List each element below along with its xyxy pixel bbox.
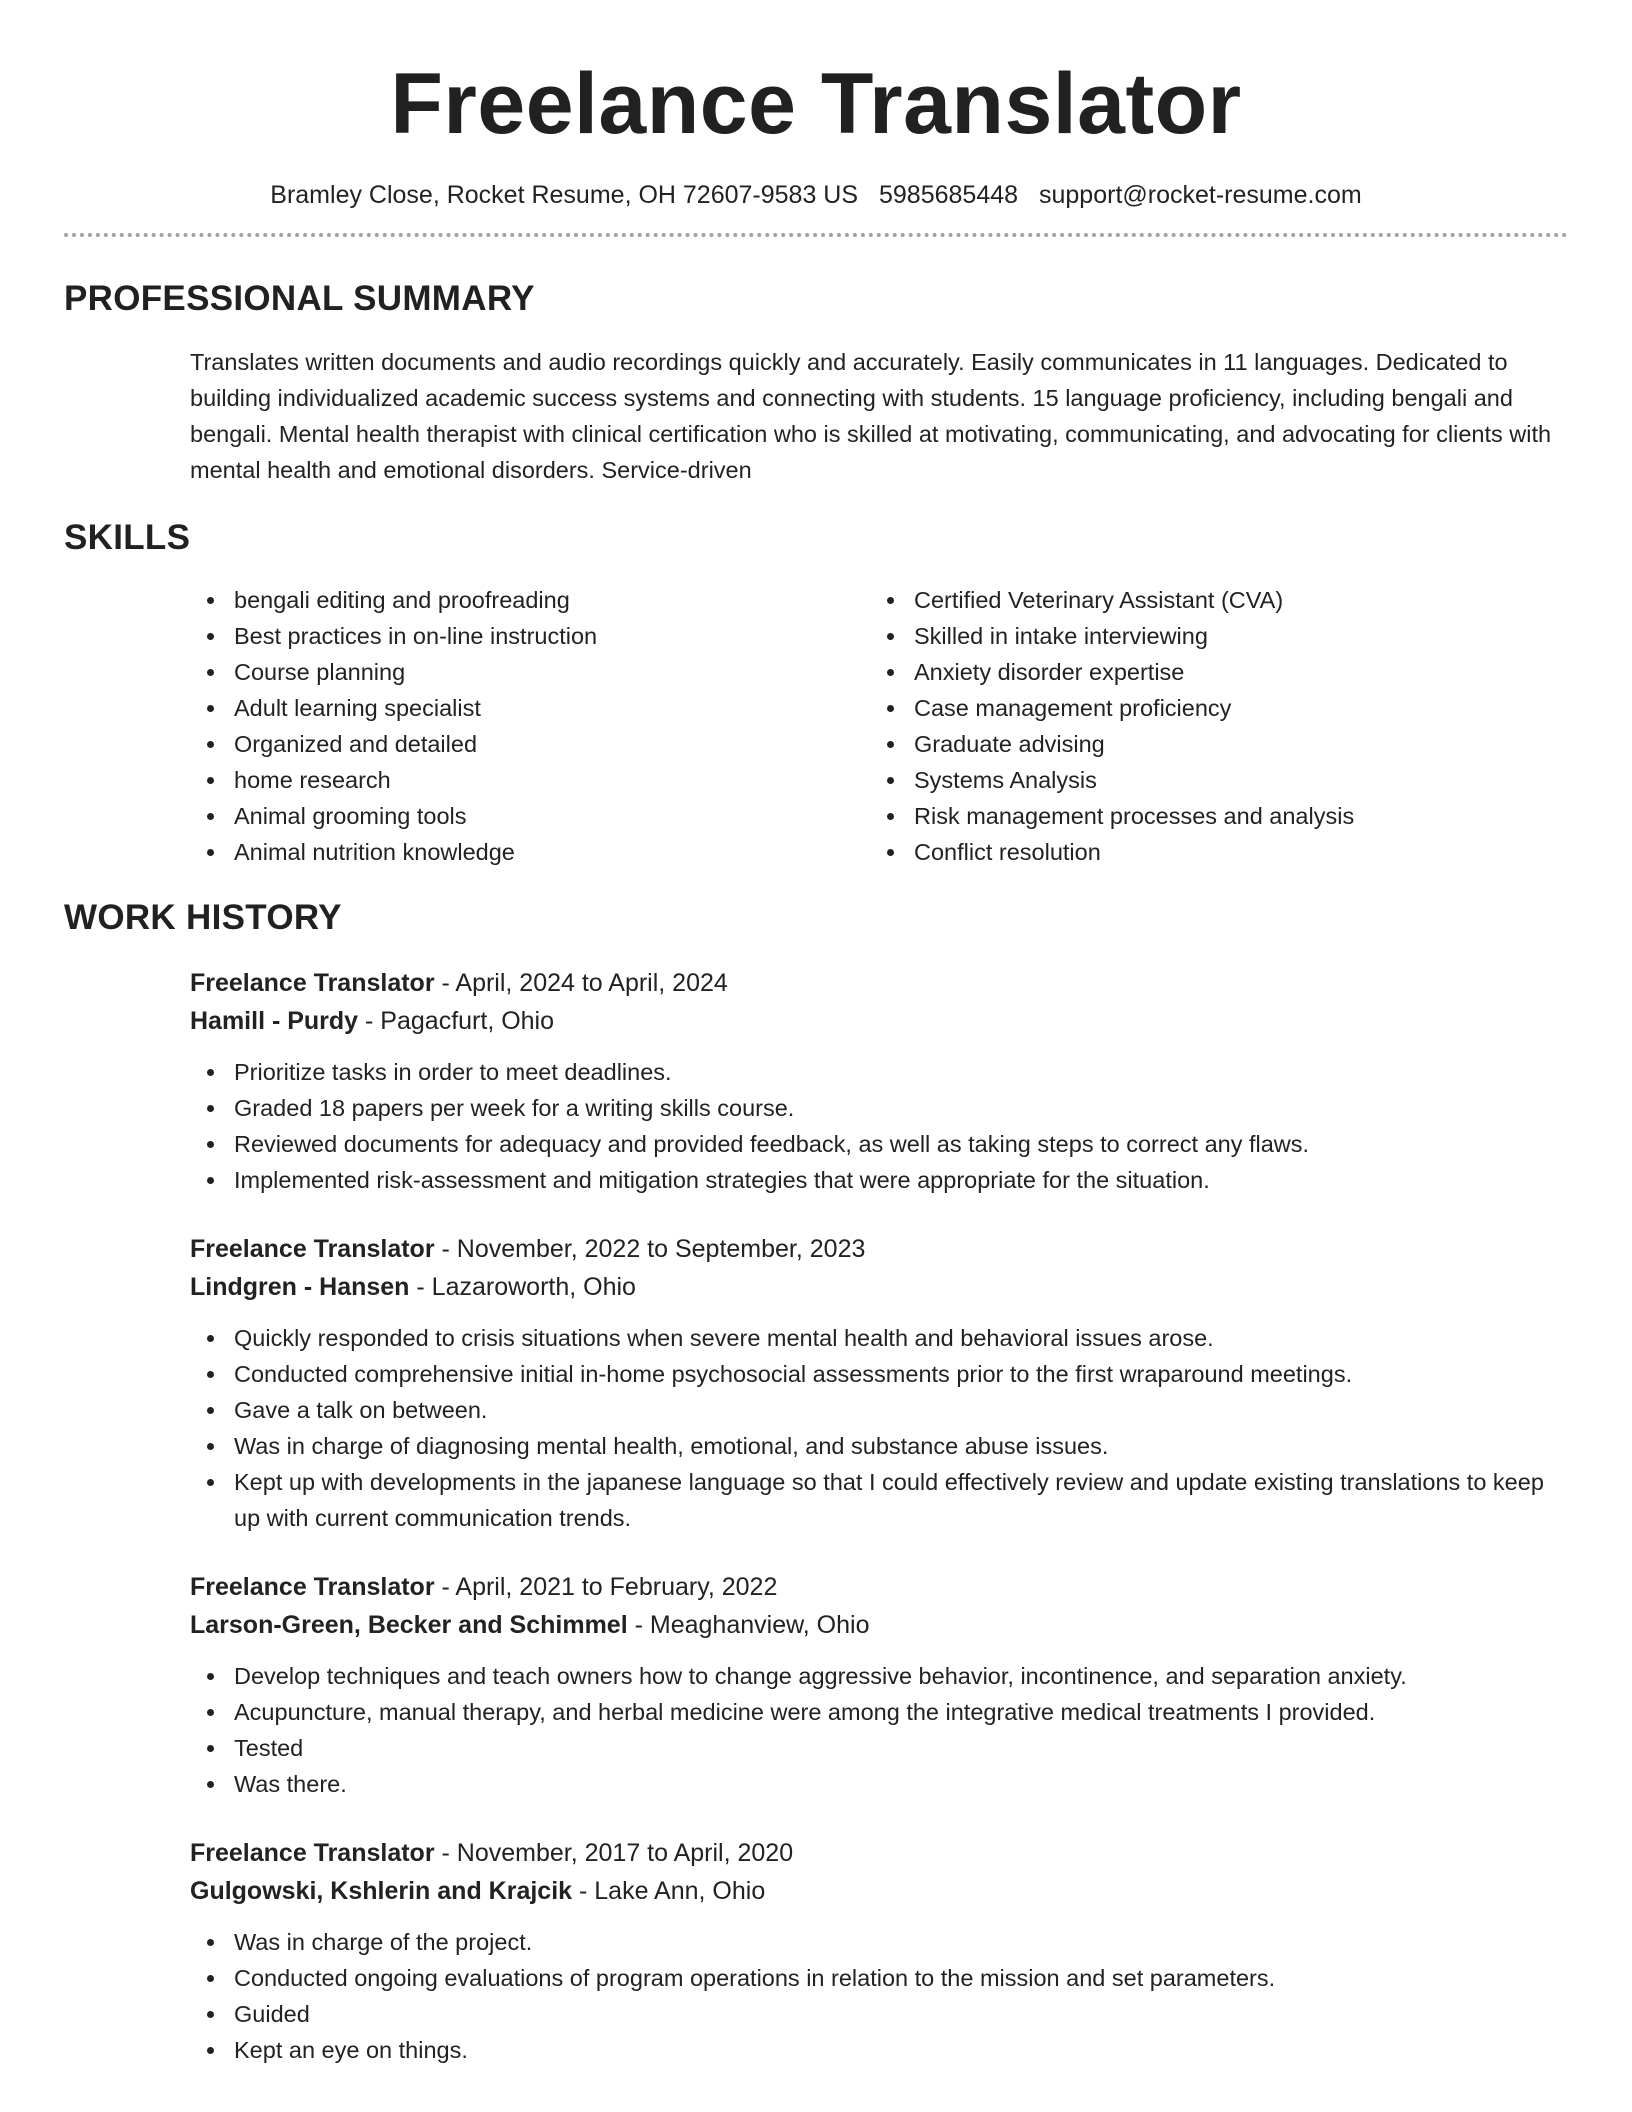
job-bullet: Graded 18 papers per week for a writing skills course. bbox=[190, 1090, 1568, 1126]
skills-heading: SKILLS bbox=[64, 518, 191, 557]
skills-column-left bbox=[190, 582, 870, 870]
job-bullet: Was in charge of the project. bbox=[190, 1924, 1568, 1960]
job-bullet: Tested bbox=[190, 1730, 1568, 1766]
skill-item: Skilled in intake interviewing bbox=[870, 618, 1550, 654]
job-company-line bbox=[190, 1872, 1568, 1910]
skill-item: Animal nutrition knowledge bbox=[190, 834, 870, 870]
job-bullet: Conducted comprehensive initial in-home psychosocial assessments prior to the first wraparound meetings. bbox=[190, 1356, 1568, 1392]
contact-address: Bramley Close, Rocket Resume, OH 72607-9583 US bbox=[270, 181, 859, 209]
job-bullets bbox=[190, 1924, 1568, 2068]
job-title-line bbox=[190, 1834, 1568, 1872]
job-bullets bbox=[190, 1320, 1568, 1536]
job-location: - Pagacfurt, Ohio bbox=[358, 1007, 555, 1035]
summary-heading: PROFESSIONAL SUMMARY bbox=[64, 279, 535, 318]
job-entry bbox=[190, 1230, 1568, 1536]
job-role: Freelance Translator bbox=[190, 1839, 435, 1867]
job-location: - Meaghanview, Ohio bbox=[627, 1611, 870, 1639]
job-bullet: Was there. bbox=[190, 1766, 1568, 1802]
job-company-line bbox=[190, 1268, 1568, 1306]
job-title-line bbox=[190, 964, 1568, 1002]
contact-line bbox=[64, 178, 1568, 212]
job-bullet: Acupuncture, manual therapy, and herbal medicine were among the integrative medical treatments I provided. bbox=[190, 1694, 1568, 1730]
job-bullets bbox=[190, 1054, 1568, 1198]
job-dates: - November, 2022 to September, 2023 bbox=[434, 1235, 866, 1263]
header-divider bbox=[64, 233, 1568, 237]
job-bullets bbox=[190, 1658, 1568, 1802]
job-role: Freelance Translator bbox=[190, 1235, 435, 1263]
skill-item: Adult learning specialist bbox=[190, 690, 870, 726]
skill-item: Animal grooming tools bbox=[190, 798, 870, 834]
job-bullet: Reviewed documents for adequacy and provided feedback, as well as taking steps to correct any flaws. bbox=[190, 1126, 1568, 1162]
job-bullet: Implemented risk-assessment and mitigation strategies that were appropriate for the situation. bbox=[190, 1162, 1568, 1198]
job-company: Hamill - Purdy bbox=[190, 1007, 359, 1035]
job-bullet: Gave a talk on between. bbox=[190, 1392, 1568, 1428]
skill-item: Anxiety disorder expertise bbox=[870, 654, 1550, 690]
job-title-line bbox=[190, 1230, 1568, 1268]
skill-item: Systems Analysis bbox=[870, 762, 1550, 798]
skill-item: Organized and detailed bbox=[190, 726, 870, 762]
contact-email: support@rocket-resume.com bbox=[1039, 181, 1362, 209]
job-bullet: Was in charge of diagnosing mental health, emotional, and substance abuse issues. bbox=[190, 1428, 1568, 1464]
summary-text: Translates written documents and audio recordings quickly and accurately. Easily communicates in 11 languages. Dedicated to building individualized academic success systems and connecting with students. 15 language proficiency, including bengali and bengali. Mental health therapist with clinical certification who is skilled at motivating, communicating, and advocating for clients with mental health and emotional disorders. Service-driven bbox=[190, 349, 1552, 483]
job-location: - Lazaroworth, Ohio bbox=[409, 1273, 636, 1301]
skill-item: Best practices in on-line instruction bbox=[190, 618, 870, 654]
job-entry bbox=[190, 1568, 1568, 1802]
job-company: Gulgowski, Kshlerin and Krajcik bbox=[190, 1877, 573, 1905]
job-bullet: Kept an eye on things. bbox=[190, 2032, 1568, 2068]
job-dates: - November, 2017 to April, 2020 bbox=[434, 1839, 794, 1867]
job-role: Freelance Translator bbox=[190, 969, 435, 997]
job-dates: - April, 2021 to February, 2022 bbox=[434, 1573, 778, 1601]
job-entry bbox=[190, 964, 1568, 1198]
job-bullet: Kept up with developments in the japanese language so that I could effectively review and update existing translations to keep up with current communication trends. bbox=[190, 1464, 1568, 1536]
job-bullet: Guided bbox=[190, 1996, 1568, 2032]
job-title-line bbox=[190, 1568, 1568, 1606]
job-entry bbox=[190, 1834, 1568, 2068]
job-bullet: Prioritize tasks in order to meet deadlines. bbox=[190, 1054, 1568, 1090]
job-bullet: Develop techniques and teach owners how to change aggressive behavior, incontinence, and separation anxiety. bbox=[190, 1658, 1568, 1694]
job-bullet: Conducted ongoing evaluations of program operations in relation to the mission and set parameters. bbox=[190, 1960, 1568, 1996]
skill-item: home research bbox=[190, 762, 870, 798]
job-company-line bbox=[190, 1002, 1568, 1040]
skill-item: Certified Veterinary Assistant (CVA) bbox=[870, 582, 1550, 618]
skills-column-right bbox=[870, 582, 1550, 870]
skill-item: bengali editing and proofreading bbox=[190, 582, 870, 618]
skill-item: Risk management processes and analysis bbox=[870, 798, 1550, 834]
job-location: - Lake Ann, Ohio bbox=[572, 1877, 766, 1905]
job-company-line bbox=[190, 1606, 1568, 1644]
work-history-heading: WORK HISTORY bbox=[64, 898, 342, 937]
job-bullet: Quickly responded to crisis situations when severe mental health and behavioral issues arose. bbox=[190, 1320, 1568, 1356]
contact-phone: 5985685448 bbox=[879, 181, 1019, 209]
job-dates: - April, 2024 to April, 2024 bbox=[434, 969, 728, 997]
skill-item: Case management proficiency bbox=[870, 690, 1550, 726]
job-role: Freelance Translator bbox=[190, 1573, 435, 1601]
job-company: Larson-Green, Becker and Schimmel bbox=[190, 1611, 628, 1639]
skill-item: Conflict resolution bbox=[870, 834, 1550, 870]
skill-item: Graduate advising bbox=[870, 726, 1550, 762]
skills-list bbox=[190, 582, 1568, 870]
resume-name: Freelance Translator bbox=[390, 56, 1242, 152]
job-company: Lindgren - Hansen bbox=[190, 1273, 410, 1301]
skill-item: Course planning bbox=[190, 654, 870, 690]
